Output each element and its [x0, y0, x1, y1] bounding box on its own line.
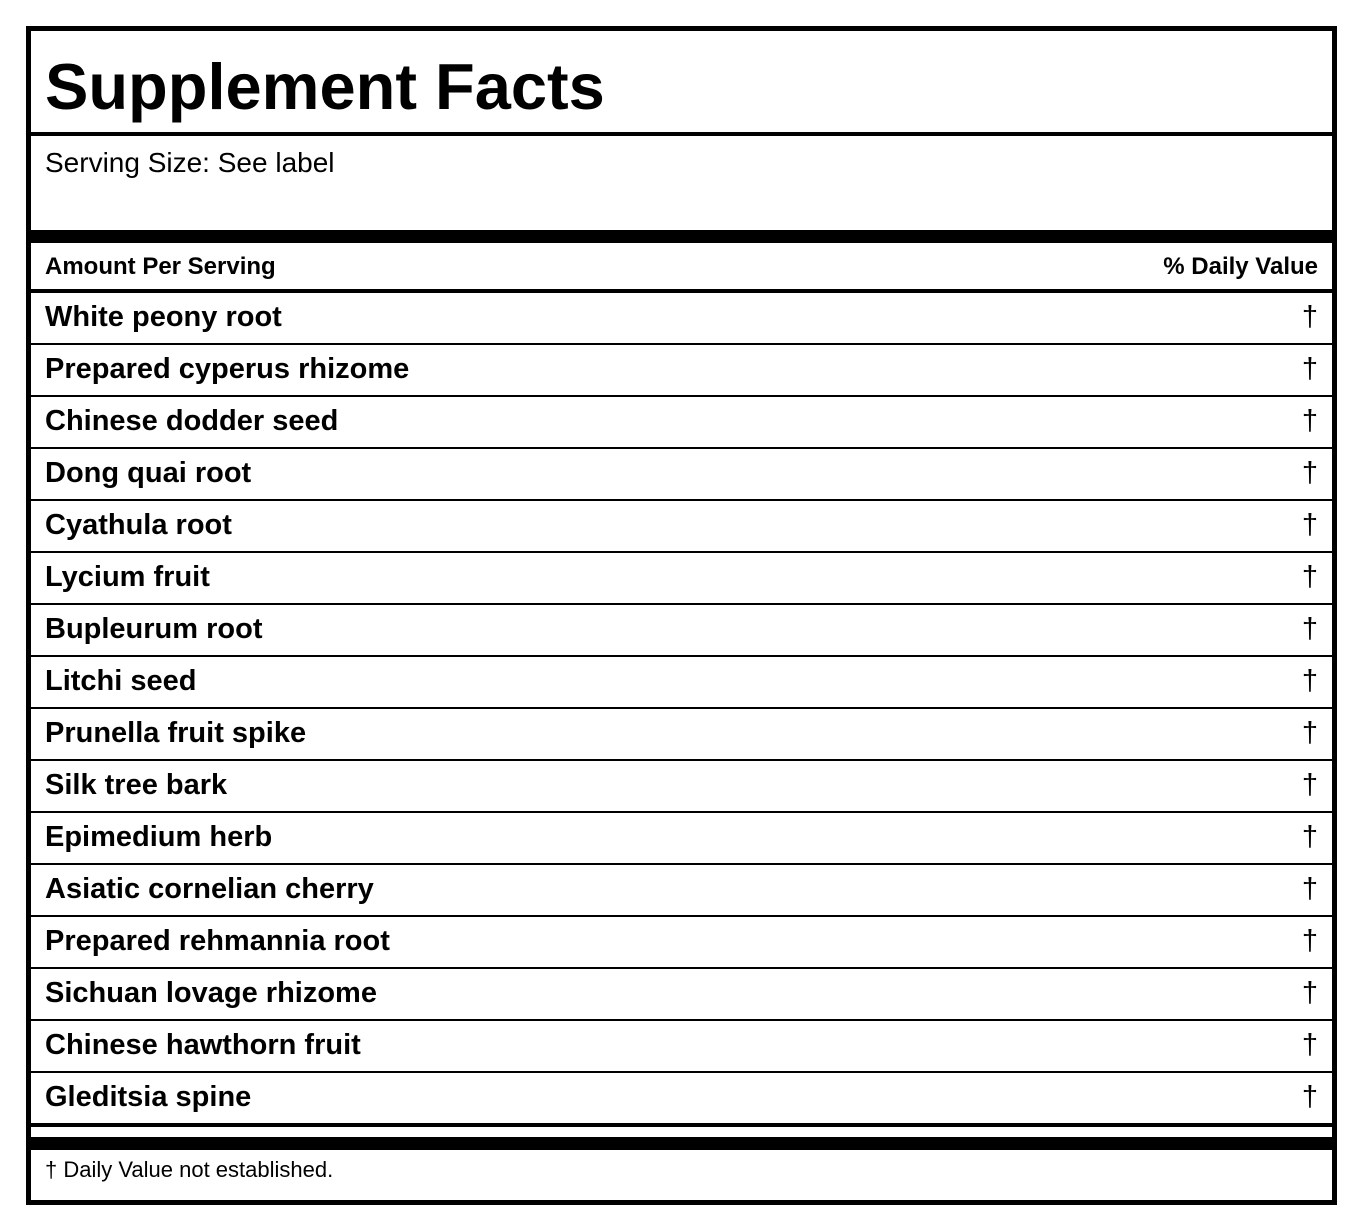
ingredient-name: Asiatic cornelian cherry: [45, 873, 374, 905]
ingredient-name: Chinese dodder seed: [45, 405, 339, 437]
panel-title: Supplement Facts: [45, 50, 605, 123]
daily-value-header: % Daily Value: [1163, 253, 1318, 280]
ingredient-name: White peony root: [45, 301, 282, 333]
column-header-row: [31, 243, 1332, 293]
ingredient-daily-value: †: [1301, 665, 1318, 697]
ingredient-daily-value: †: [1301, 977, 1318, 1009]
ingredient-row: [31, 553, 1332, 605]
ingredient-row: [31, 1021, 1332, 1073]
ingredient-daily-value: †: [1301, 613, 1318, 645]
bottom-divider: [31, 1125, 1332, 1150]
ingredient-row: [31, 501, 1332, 553]
ingredient-name: Lycium fruit: [45, 561, 210, 593]
ingredient-name: Epimedium herb: [45, 821, 273, 853]
ingredient-row: [31, 865, 1332, 917]
ingredient-row: [31, 1073, 1332, 1125]
ingredient-name: Prepared rehmannia root: [45, 925, 390, 957]
ingredient-daily-value: †: [1301, 405, 1318, 437]
ingredient-daily-value: †: [1301, 1081, 1318, 1113]
ingredient-row: [31, 605, 1332, 657]
ingredient-daily-value: †: [1301, 717, 1318, 749]
ingredient-row: [31, 917, 1332, 969]
ingredient-daily-value: †: [1301, 873, 1318, 905]
ingredient-row: [31, 813, 1332, 865]
ingredient-name: Cyathula root: [45, 509, 232, 541]
ingredient-name: Gleditsia spine: [45, 1081, 252, 1113]
ingredient-daily-value: †: [1301, 561, 1318, 593]
ingredient-daily-value: †: [1301, 509, 1318, 541]
ingredient-name: Sichuan lovage rhizome: [45, 977, 377, 1009]
supplement-facts-panel: [26, 26, 1337, 1205]
ingredient-name: Prepared cyperus rhizome: [45, 353, 410, 385]
ingredient-row: [31, 293, 1332, 345]
ingredient-row: [31, 969, 1332, 1021]
ingredient-row: [31, 761, 1332, 813]
title-section: [31, 31, 1332, 136]
ingredient-row: [31, 397, 1332, 449]
ingredient-row: [31, 345, 1332, 397]
ingredient-row: [31, 657, 1332, 709]
ingredient-name: Bupleurum root: [45, 613, 263, 645]
amount-per-serving-header: Amount Per Serving: [45, 253, 276, 280]
serving-size: Serving Size: See label: [45, 147, 335, 178]
ingredient-daily-value: †: [1301, 925, 1318, 957]
ingredient-daily-value: †: [1301, 353, 1318, 385]
ingredient-name: Silk tree bark: [45, 769, 228, 801]
ingredient-daily-value: †: [1301, 821, 1318, 853]
ingredient-name: Prunella fruit spike: [45, 717, 307, 749]
ingredient-daily-value: †: [1301, 769, 1318, 801]
ingredient-daily-value: †: [1301, 301, 1318, 333]
ingredient-row: [31, 449, 1332, 501]
ingredient-row: [31, 709, 1332, 761]
footnote: † Daily Value not established.: [45, 1157, 334, 1182]
ingredient-name: Chinese hawthorn fruit: [45, 1029, 361, 1061]
serving-section: [31, 136, 1332, 243]
ingredient-name: Dong quai root: [45, 457, 252, 489]
ingredient-daily-value: †: [1301, 1029, 1318, 1061]
ingredient-name: Litchi seed: [45, 665, 197, 697]
ingredient-list: [31, 293, 1332, 1125]
ingredient-daily-value: †: [1301, 457, 1318, 489]
